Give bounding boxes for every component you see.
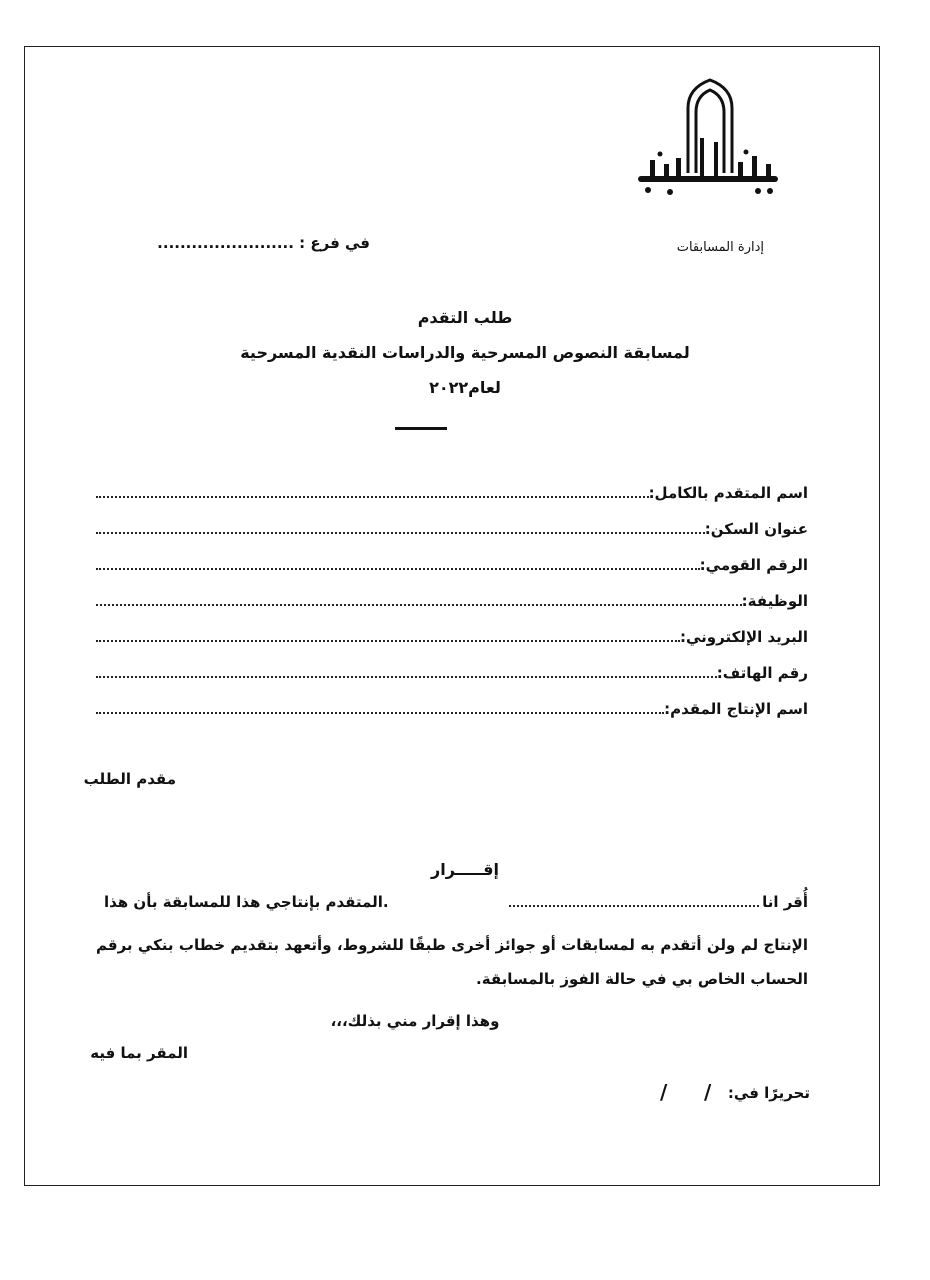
field-national-id[interactable] — [96, 556, 808, 592]
declaration-start: أُقر انا — [762, 893, 808, 911]
field-input-line[interactable] — [96, 711, 664, 714]
field-job[interactable] — [96, 592, 808, 628]
field-label: البريد الإلكتروني: — [680, 628, 808, 646]
declaration-name-line[interactable] — [509, 905, 759, 907]
council-logo-icon — [630, 78, 785, 208]
declaration-first-line — [104, 893, 808, 917]
date-separator: / — [660, 1080, 668, 1104]
field-label: اسم الإنتاج المقدم: — [664, 700, 808, 718]
field-full-name[interactable] — [96, 484, 808, 520]
form-title: طلب التقدم — [417, 308, 513, 327]
field-label: اسم المتقدم بالكامل: — [648, 484, 808, 502]
field-input-line[interactable] — [96, 495, 649, 498]
field-label: رقم الهاتف: — [716, 664, 808, 682]
form-year: لعام٢٠٢٢ — [429, 378, 501, 397]
department-label: إدارة المسابقات — [676, 240, 764, 255]
applicant-fields — [96, 484, 808, 736]
declaration-body: الإنتاج لم ولن أتقدم به لمسابقات أو جوائز أخرى طبقًا للشروط، وأتعهد بتقديم خطاب بنكي برقم الحساب الخاص بي في حالة الفوز بالمسابقة. — [96, 936, 808, 988]
declaration-first-line-end: .المتقدم بإنتاجي هذا للمسابقة بأن هذا — [104, 893, 389, 911]
applicant-signature-label: مقدم الطلب — [83, 770, 176, 788]
field-label: الرقم القومي: — [699, 556, 808, 574]
field-input-line[interactable] — [96, 603, 742, 606]
field-phone[interactable] — [96, 664, 808, 700]
field-email[interactable] — [96, 628, 808, 664]
title-divider — [395, 427, 447, 430]
field-label: عنوان السكن: — [704, 520, 808, 538]
declaration-closing: وهذا إقرار مني بذلك،،، — [330, 1012, 500, 1030]
signer-label: المقر بما فيه — [90, 1044, 188, 1062]
declaration-title: إقـــــرار — [431, 860, 499, 879]
date-separator: / — [704, 1080, 712, 1104]
branch-field[interactable]: في فرع : ........................ — [157, 234, 370, 252]
field-production-name[interactable] — [96, 700, 808, 736]
field-label: الوظيفة: — [741, 592, 808, 610]
field-input-line[interactable] — [96, 639, 680, 642]
form-subtitle: لمسابقة النصوص المسرحية والدراسات النقدية المسرحية — [240, 343, 690, 362]
field-input-line[interactable] — [96, 567, 700, 570]
field-input-line[interactable] — [96, 675, 717, 678]
field-address[interactable] — [96, 520, 808, 556]
field-input-line[interactable] — [96, 531, 705, 534]
dated-label: تحريرًا في: — [727, 1084, 810, 1102]
